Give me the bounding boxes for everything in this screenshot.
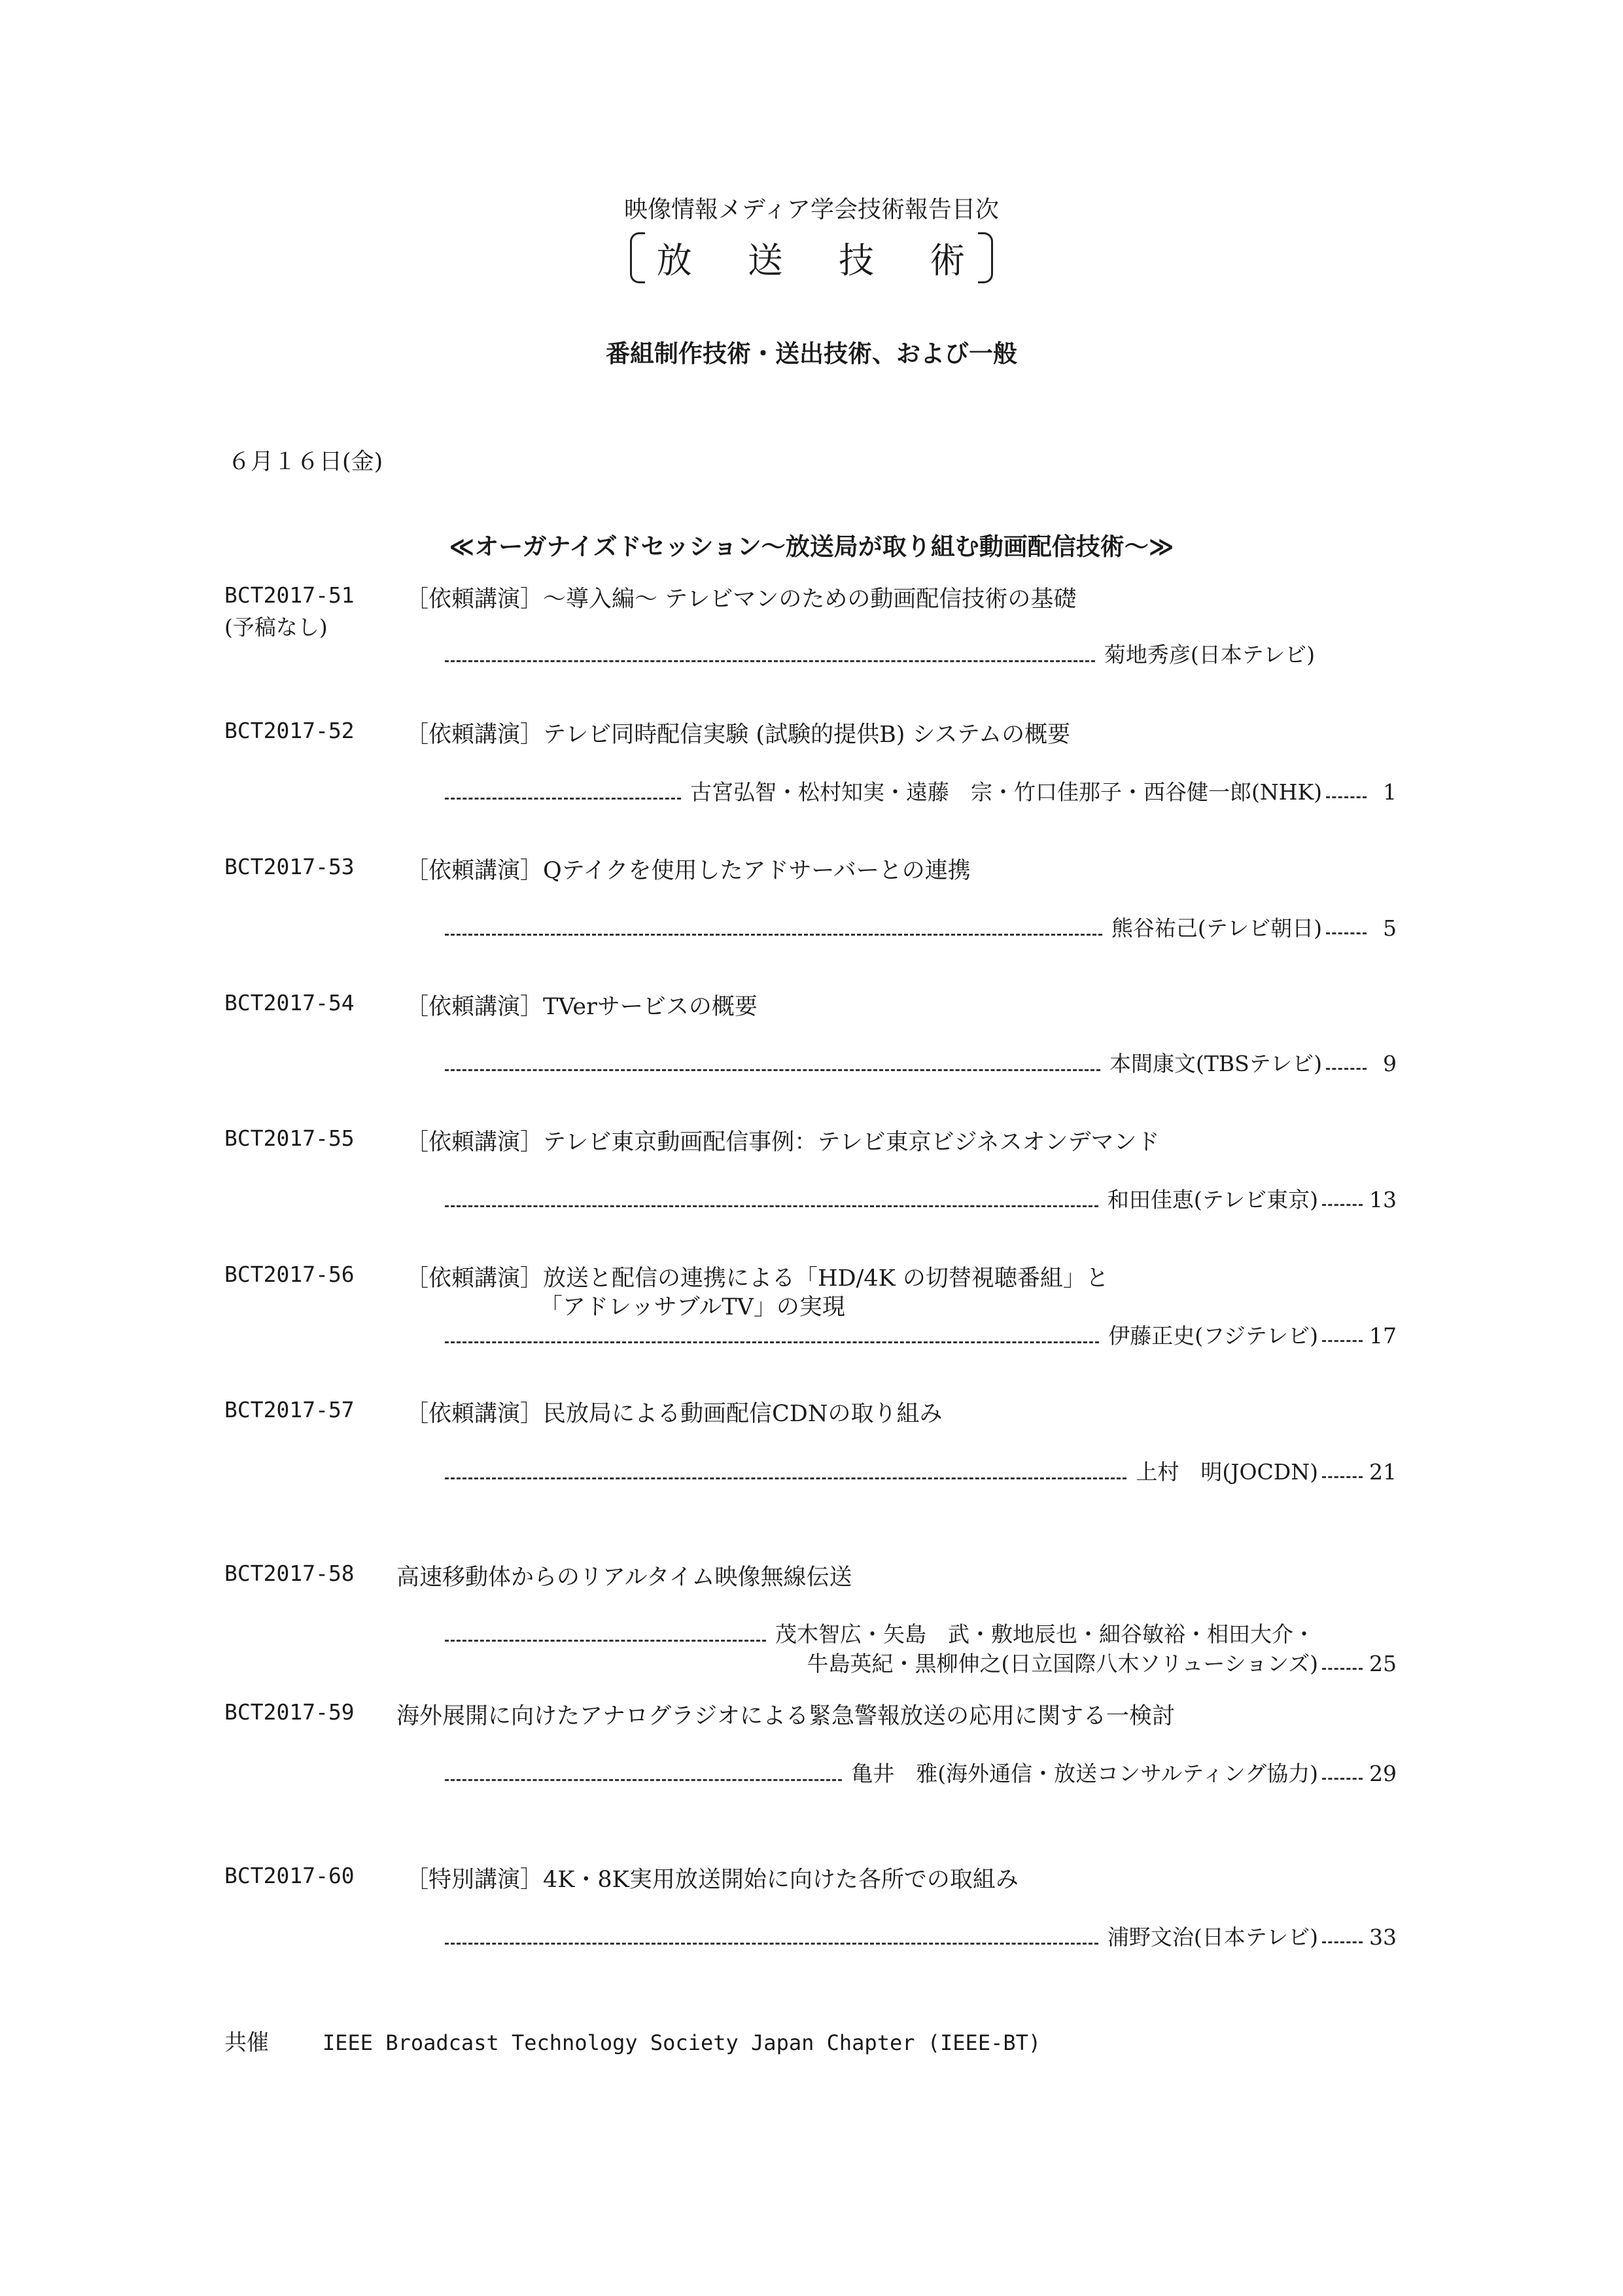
page-number: 1 [1383, 779, 1397, 805]
entry-authors: 菊地秀彦(日本テレビ) [1104, 642, 1315, 667]
author-line [445, 911, 1397, 942]
leader-dots [445, 1640, 766, 1642]
subject-line: 番組制作技術・送出技術、および一般 [606, 340, 1017, 368]
author-line [445, 1757, 1397, 1788]
author-line [445, 1047, 1397, 1078]
page-ref [1322, 1051, 1397, 1076]
page-number: 17 [1369, 1323, 1397, 1349]
title-text: 放 送 技 術 [656, 239, 988, 281]
entry-title: ［依頼講演］テレビ同時配信実験 (試験的提供B) システムの概要 [406, 722, 1071, 748]
leader-dots [445, 1205, 1098, 1207]
leader-dots [445, 1943, 1098, 1945]
title-bracket-right [978, 232, 993, 283]
entry-title: 高速移動体からのリアルタイム映像無線伝送 [396, 1564, 852, 1591]
entry-code: BCT2017-54 [224, 990, 355, 1016]
page-leader [1322, 1340, 1363, 1342]
entry-code: BCT2017-53 [224, 854, 355, 879]
entry-code: BCT2017-52 [224, 718, 355, 743]
entry-authors: 古宮弘智・松村知実・遠藤 宗・竹口佳那子・西谷健一郎(NHK) [689, 779, 1322, 805]
entry-title: ［依頼講演］TVerサービスの概要 [406, 994, 758, 1020]
page-number: 5 [1383, 915, 1397, 941]
page-number: 29 [1369, 1761, 1397, 1786]
page-ref [1322, 915, 1397, 941]
leader-dots [445, 660, 1095, 662]
author-line [445, 1183, 1397, 1214]
entry-title: ［依頼講演］Qテイクを使用したアドサーバーとの連携 [406, 858, 971, 884]
page-ref [1318, 1651, 1397, 1676]
entry-code: BCT2017-60 [224, 1863, 355, 1888]
page-leader [1322, 1476, 1363, 1478]
page-leader [1326, 1068, 1367, 1070]
leader-dots [445, 934, 1102, 936]
page-ref [1318, 1323, 1397, 1349]
entry-note: (予稿なし) [224, 614, 328, 640]
author-line [445, 638, 1315, 669]
page-ref [1318, 1761, 1397, 1786]
entry-title: 海外展開に向けたアナログラジオによる緊急警報放送の応用に関する一検討 [396, 1703, 1176, 1729]
author-line [445, 1920, 1397, 1951]
page-leader [1326, 932, 1367, 934]
session-title: ≪オーガナイズドセッション～放送局が取り組む動画配信技術～≫ [449, 533, 1174, 561]
leader-dots [445, 798, 681, 800]
page-ref [1322, 779, 1397, 805]
entry-authors: 伊藤正史(フジテレビ) [1108, 1323, 1318, 1349]
page-leader [1322, 1941, 1363, 1943]
author-line [445, 1617, 1315, 1648]
leader-dots [445, 1341, 1099, 1343]
page-number: 13 [1369, 1187, 1397, 1212]
entry-authors-continued: 牛島英紀・黒柳伸之(日立国際八木ソリューションズ) [807, 1651, 1318, 1676]
entry-authors: 茂木智広・矢島 武・敷地辰也・細谷敏裕・相田大介・ [775, 1621, 1315, 1647]
entry-title: ［依頼講演］テレビ東京動画配信事例：テレビ東京ビジネスオンデマンド [406, 1129, 1160, 1156]
page-number: 21 [1369, 1459, 1397, 1485]
leader-dots [445, 1069, 1100, 1071]
entry-authors: 上村 明(JOCDN) [1136, 1459, 1318, 1485]
page-number: 9 [1383, 1051, 1397, 1076]
entry-code: BCT2017-58 [224, 1561, 355, 1586]
leader-dots [445, 1477, 1126, 1479]
entry-code: BCT2017-56 [224, 1262, 355, 1287]
page-leader [1322, 1778, 1363, 1780]
entry-title: ［依頼講演］～導入編～ テレビマンのための動画配信技術の基礎 [406, 586, 1077, 612]
report-heading: 映像情報メディア学会技術報告目次 [623, 196, 1000, 223]
entry-authors: 和田佳恵(テレビ東京) [1107, 1187, 1318, 1212]
entry-title: ［依頼講演］放送と配信の連携による「HD/4K の切替視聴番組」と [406, 1265, 1109, 1292]
author-line [445, 775, 1397, 806]
cosponsor-line [224, 2024, 1041, 2057]
entry-authors: 亀井 雅(海外通信・放送コンサルティング協力) [851, 1761, 1318, 1786]
page-ref [1318, 1924, 1397, 1950]
entry-code: BCT2017-59 [224, 1699, 355, 1725]
page-ref [1318, 1459, 1397, 1485]
page-leader [1326, 796, 1367, 798]
author-line-continued [729, 1647, 1397, 1678]
entry-title: ［特別講演］4K・8K実用放送開始に向けた各所での取組み [406, 1867, 1019, 1893]
entry-authors: 本間康文(TBSテレビ) [1109, 1051, 1322, 1076]
page-ref [1318, 1187, 1397, 1212]
page-number: 33 [1369, 1924, 1397, 1950]
report-title [0, 232, 1623, 283]
entry-code: BCT2017-57 [224, 1397, 355, 1422]
entry-authors: 熊谷祐己(テレビ朝日) [1111, 915, 1322, 941]
title-bracket-left [630, 232, 645, 283]
cosponsor-org: IEEE Broadcast Technology Society Japan Chapter (IEEE-BT) [323, 2030, 1041, 2055]
author-line [445, 1455, 1397, 1486]
author-line [445, 1319, 1397, 1350]
page-leader [1322, 1668, 1363, 1670]
leader-dots [445, 1779, 842, 1781]
entry-title-continued: 「アドレッサブルTV」の実現 [540, 1294, 845, 1320]
entry-code: BCT2017-55 [224, 1125, 355, 1151]
page-leader [1322, 1204, 1363, 1206]
entry-title: ［依頼講演］民放局による動画配信CDNの取り組み [406, 1401, 943, 1427]
entry-authors: 浦野文治(日本テレビ) [1107, 1924, 1318, 1950]
page-number: 25 [1369, 1651, 1397, 1676]
entry-code: BCT2017-51 [224, 582, 355, 608]
session-date: ６月１６日(金) [228, 449, 383, 475]
cosponsor-label: 共催 [224, 2030, 269, 2056]
